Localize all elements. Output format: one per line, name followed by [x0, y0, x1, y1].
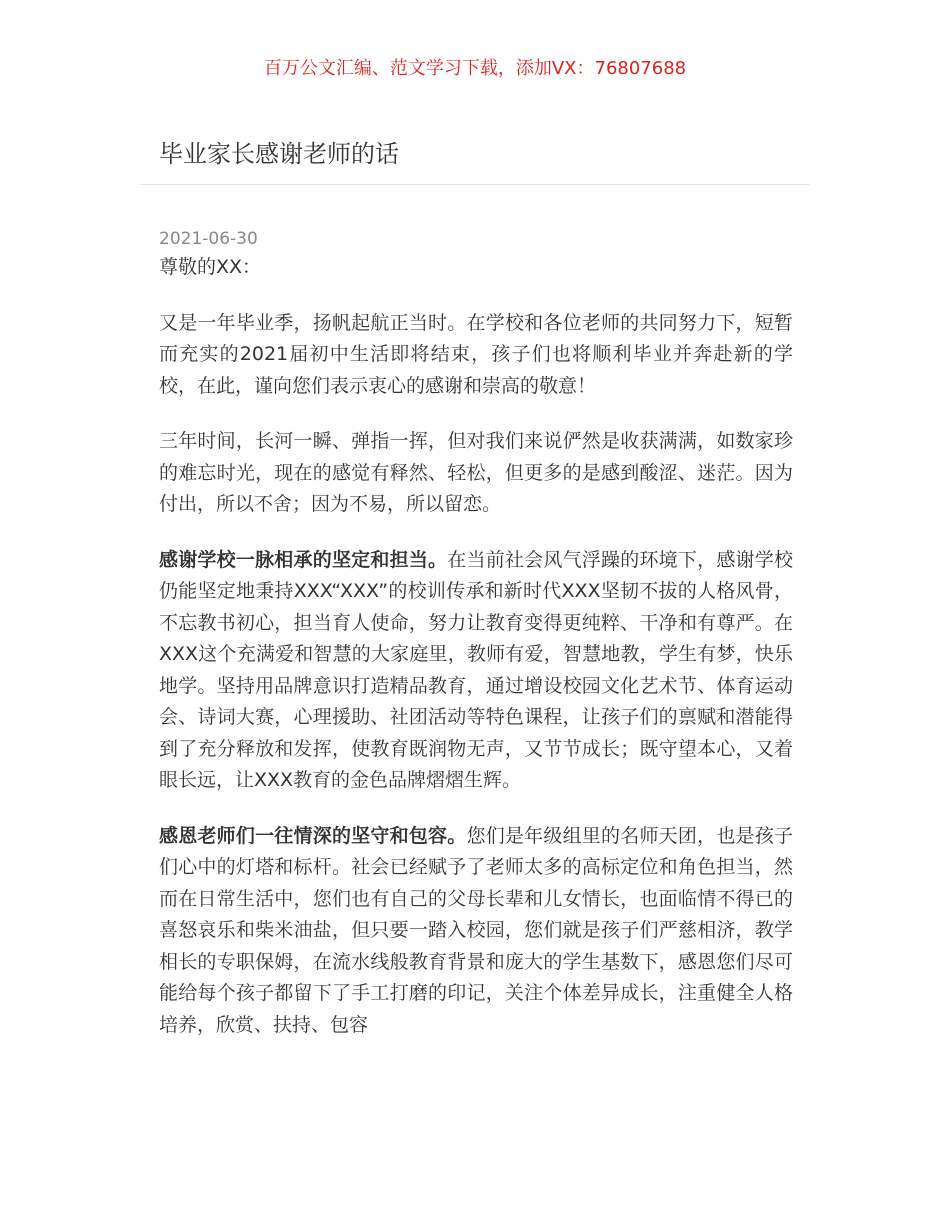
article-title: 毕业家长感谢老师的话 — [159, 140, 399, 168]
paragraph-1: 又是一年毕业季，扬帆起航正当时。在学校和各位老师的共同努力下，短暂而充实的2021届初中生活即将结束，孩子们也将顺利毕业并奔赴新的学校，在此，谨向您们表示衷心的感谢和崇高的敬意！ — [159, 311, 793, 397]
paragraph-4-body: 您们是年级组里的名师天团，也是孩子们心中的灯塔和标杆。社会已经赋予了老师太多的高标定位和角色担当，然而在日常生活中，您们也有自己的父母长辈和儿女情长，也面临情不得已的喜怒哀乐和柴米油盐，但只要一踏入校园，您们就是孩子们严慈相济，教学相长的专职保姆，在流水线般教育背景和庞大的学生基数下，感恩您们尽可能给每个孩子都留下了手工打磨的印记，关注个体差异成长，注重健全人格培养，欣赏、扶持、包容 — [159, 824, 793, 1036]
paragraph-4 — [159, 821, 793, 1042]
paragraph-3-lead: 感谢学校一脉相承的坚定和担当。 — [159, 548, 448, 571]
article-body — [159, 252, 793, 1065]
publish-date: 2021-06-30 — [159, 229, 258, 249]
salutation: 尊敬的XX： — [159, 256, 262, 278]
paragraph-2: 三年时间，长河一瞬、弹指一挥，但对我们来说俨然是收获满满，如数家珍的难忘时光，现在的感觉有释然、轻松，但更多的是感到酸涩、迷茫。因为付出，所以不舍；因为不易，所以留恋。 — [159, 430, 793, 515]
paragraph-3-body: 在当前社会风气浮躁的环境下，感谢学校仍能坚定地秉持XXX“XXX”的校训传承和新时代XXX坚韧不拔的人格风骨，不忘教书初心，担当育人使命，努力让教育变得更纯粹、干净和有尊严。在XXX这个充满爱和智慧的大家庭里，教师有爱，智慧地教，学生有梦，快乐地学。坚持用品牌意识打造精品教育，通过增设校园文化艺术节、体育运动会、诗词大赛，心理援助、社团活动等特色课程，让孩子们的禀赋和潜能得到了充分释放和发挥，使教育既润物无声，又节节成长；既守望本心，又着眼长远，让XXX教育的金色品牌熠熠生辉。 — [159, 548, 793, 791]
watermark-banner: 百万公文汇编、范文学习下载，添加VX：76807688 — [263, 58, 687, 79]
title-divider — [140, 184, 810, 185]
paragraph-4-lead: 感恩老师们一往情深的坚守和包容。 — [159, 824, 467, 847]
paragraph-3 — [159, 545, 793, 797]
